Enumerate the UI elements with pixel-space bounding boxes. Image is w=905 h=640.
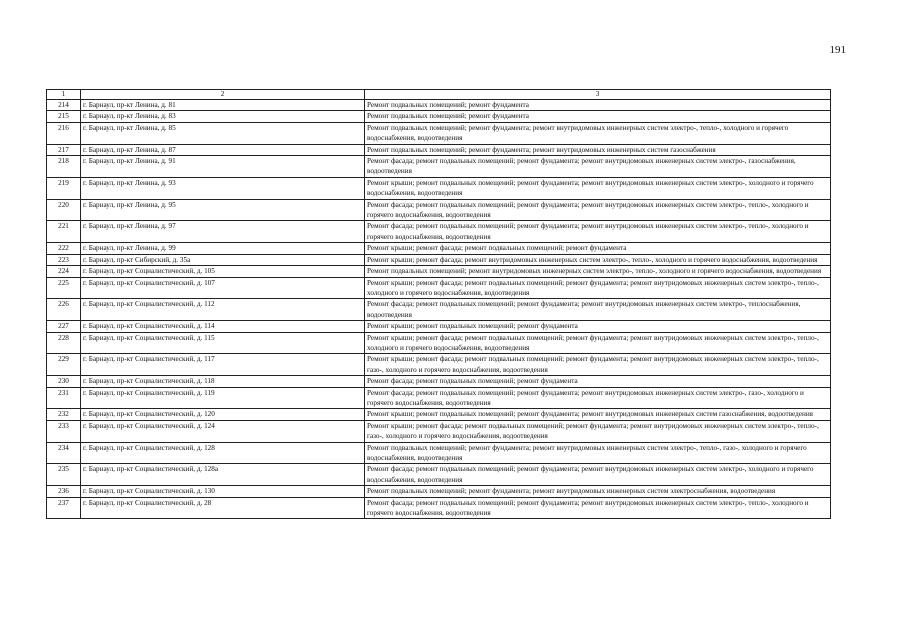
row-number: 231 (47, 387, 81, 409)
row-address: г. Барнаул, пр-кт Ленина, д. 81 (81, 100, 365, 111)
table-row (47, 221, 831, 243)
row-number: 234 (47, 442, 81, 464)
row-address: г. Барнаул, пр-кт Социалистический, д. 105 (81, 266, 365, 277)
row-works: Ремонт крыши; ремонт фасада; ремонт подвальных помещений; ремонт фундамента; ремонт внутридомовых инженерных систем электро-, тепло-, холодного и горячего водоснабжения, водоотведения (365, 332, 831, 354)
header-col-1: 1 (47, 90, 81, 100)
row-works: Ремонт крыши; ремонт фасада; ремонт внутридомовых инженерных систем электро-, тепло-, холодного и горячего водоснабжения, водоотведения (365, 254, 831, 265)
row-works: Ремонт подвальных помещений; ремонт внутридомовых инженерных систем электро-, тепло-, холодного и горячего водоснабжения, водоотведения (365, 266, 831, 277)
row-works: Ремонт крыши; ремонт подвальных помещений; ремонт фундамента; ремонт внутридомовых инженерных систем электро-, холодного и горячего водоснабжения, водоотведения (365, 177, 831, 199)
row-address: г. Барнаул, пр-кт Социалистический, д. 115 (81, 332, 365, 354)
row-works: Ремонт подвальных помещений; ремонт фундамента; ремонт внутридомовых инженерных систем газоснабжения (365, 144, 831, 155)
table-row (47, 122, 831, 144)
table-row (47, 387, 831, 409)
row-number: 233 (47, 420, 81, 442)
row-works: Ремонт крыши; ремонт подвальных помещений; ремонт фундамента (365, 321, 831, 332)
table-row (47, 277, 831, 299)
row-works: Ремонт подвальных помещений; ремонт фундамента; ремонт внутридомовых инженерных систем электроснабжения, водоотведения (365, 486, 831, 497)
row-works: Ремонт крыши; ремонт подвальных помещений; ремонт фундамента; ремонт внутридомовых инженерных систем газоснабжения, водоотведения (365, 409, 831, 420)
table-row (47, 243, 831, 254)
row-works: Ремонт подвальных помещений; ремонт фундамента; ремонт внутридомовых инженерных систем электро-, тепло-, холодного и горячего водоснабжения, водоотведения (365, 122, 831, 144)
row-address: г. Барнаул, пр-кт Социалистический, д. 128 (81, 442, 365, 464)
table-row (47, 464, 831, 486)
table-row (47, 177, 831, 199)
row-address: г. Барнаул, пр-кт Ленина, д. 83 (81, 111, 365, 122)
row-number: 214 (47, 100, 81, 111)
row-works: Ремонт подвальных помещений; ремонт фундамента; ремонт внутридомовых инженерных систем электро-, тепло-, газо-, холодного и горячего водоснабжения, водоотведения (365, 442, 831, 464)
row-number: 237 (47, 497, 81, 519)
row-number: 229 (47, 354, 81, 376)
table-row (47, 409, 831, 420)
row-works: Ремонт крыши; ремонт фасада; ремонт подвальных помещений; ремонт фундамента; ремонт внутридомовых инженерных систем электро-, тепло-, газо-, холодного и горячего водоснабжения, водоотведения (365, 354, 831, 376)
table-row (47, 156, 831, 178)
row-address: г. Барнаул, пр-кт Социалистический, д. 120 (81, 409, 365, 420)
row-number: 227 (47, 321, 81, 332)
row-works: Ремонт подвальных помещений; ремонт фундамента (365, 111, 831, 122)
table-row (47, 266, 831, 277)
row-number: 219 (47, 177, 81, 199)
row-works: Ремонт крыши; ремонт фасада; ремонт подвальных помещений; ремонт фундамента (365, 243, 831, 254)
row-number: 230 (47, 376, 81, 387)
row-address: г. Барнаул, пр-кт Социалистический, д. 124 (81, 420, 365, 442)
row-works: Ремонт крыши; ремонт фасада; ремонт подвальных помещений; ремонт фундамента; ремонт внутридомовых инженерных систем электро-, тепло-, газо-, холодного и горячего водоснабжения, водоотведения (365, 420, 831, 442)
row-address: г. Барнаул, пр-кт Социалистический, д. 130 (81, 486, 365, 497)
table-row (47, 144, 831, 155)
table-row (47, 100, 831, 111)
row-address: г. Барнаул, пр-кт Сибирский, д. 35а (81, 254, 365, 265)
row-address: г. Барнаул, пр-кт Социалистический, д. 128а (81, 464, 365, 486)
table-row (47, 497, 831, 519)
header-col-3: 3 (365, 90, 831, 100)
header-col-2: 2 (81, 90, 365, 100)
row-works: Ремонт крыши; ремонт фасада; ремонт подвальных помещений; ремонт фундамента; ремонт внутридомовых инженерных систем электро-, тепло-, холодного и горячего водоснабжения, водоотведения (365, 277, 831, 299)
row-address: г. Барнаул, пр-кт Ленина, д. 87 (81, 144, 365, 155)
row-number: 224 (47, 266, 81, 277)
row-number: 235 (47, 464, 81, 486)
row-number: 226 (47, 299, 81, 321)
row-number: 216 (47, 122, 81, 144)
row-number: 223 (47, 254, 81, 265)
table-row (47, 354, 831, 376)
row-address: г. Барнаул, пр-кт Ленина, д. 99 (81, 243, 365, 254)
table-row (47, 442, 831, 464)
row-address: г. Барнаул, пр-кт Социалистический, д. 114 (81, 321, 365, 332)
row-works: Ремонт фасада; ремонт подвальных помещений; ремонт фундамента; ремонт внутридомовых инженерных систем электро-, тепло-, холодного и горячего водоснабжения, водоотведения (365, 221, 831, 243)
table-row (47, 332, 831, 354)
table-row (47, 199, 831, 221)
row-address: г. Барнаул, пр-кт Ленина, д. 91 (81, 156, 365, 178)
row-works: Ремонт фасада; ремонт подвальных помещений; ремонт фундамента (365, 376, 831, 387)
table-row (47, 111, 831, 122)
row-number: 215 (47, 111, 81, 122)
row-works: Ремонт подвальных помещений; ремонт фундамента (365, 100, 831, 111)
row-works: Ремонт фасада; ремонт подвальных помещений; ремонт фундамента; ремонт внутридомовых инженерных систем электро-, тепло-, холодного и горячего водоснабжения, водоотведения (365, 199, 831, 221)
row-number: 228 (47, 332, 81, 354)
table-row (47, 486, 831, 497)
row-works: Ремонт фасада; ремонт подвальных помещений; ремонт фундамента; ремонт внутридомовых инженерных систем электро-, газоснабжения, водоотведения (365, 156, 831, 178)
row-address: г. Барнаул, пр-кт Социалистический, д. 112 (81, 299, 365, 321)
table-row (47, 254, 831, 265)
page-number: 191 (829, 44, 846, 56)
row-works: Ремонт фасада; ремонт подвальных помещений; ремонт фундамента; ремонт внутридомовых инженерных систем электро-, холодного и горячего водоснабжения, водоотведения (365, 464, 831, 486)
table-row (47, 299, 831, 321)
table-row (47, 376, 831, 387)
row-works: Ремонт фасада; ремонт подвальных помещений; ремонт фундамента; ремонт внутридомовых инженерных систем электро-, газо-, холодного и горячего водоснабжения, водоотведения (365, 387, 831, 409)
row-address: г. Барнаул, пр-кт Ленина, д. 93 (81, 177, 365, 199)
row-number: 236 (47, 486, 81, 497)
row-address: г. Барнаул, пр-кт Ленина, д. 97 (81, 221, 365, 243)
row-address: г. Барнаул, пр-кт Ленина, д. 85 (81, 122, 365, 144)
row-number: 225 (47, 277, 81, 299)
row-address: г. Барнаул, пр-кт Социалистический, д. 119 (81, 387, 365, 409)
row-address: г. Барнаул, пр-кт Социалистический, д. 28 (81, 497, 365, 519)
table-row (47, 321, 831, 332)
row-number: 232 (47, 409, 81, 420)
row-number: 218 (47, 156, 81, 178)
row-address: г. Барнаул, пр-кт Социалистический, д. 118 (81, 376, 365, 387)
header-row (47, 90, 831, 100)
row-number: 221 (47, 221, 81, 243)
row-works: Ремонт фасада; ремонт подвальных помещений; ремонт фундамента; ремонт внутридомовых инженерных систем электро-, тепло-, холодного и горячего водоснабжения, водоотведения (365, 497, 831, 519)
row-number: 217 (47, 144, 81, 155)
row-number: 222 (47, 243, 81, 254)
table-body (47, 90, 831, 519)
table-row (47, 420, 831, 442)
row-number: 220 (47, 199, 81, 221)
row-address: г. Барнаул, пр-кт Ленина, д. 95 (81, 199, 365, 221)
row-address: г. Барнаул, пр-кт Социалистический, д. 107 (81, 277, 365, 299)
row-address: г. Барнаул, пр-кт Социалистический, д. 117 (81, 354, 365, 376)
repair-registry-table (46, 89, 831, 519)
row-works: Ремонт фасада; ремонт подвальных помещений; ремонт фундамента; ремонт внутридомовых инженерных систем электро-, теплоснабжения, водоотведения (365, 299, 831, 321)
